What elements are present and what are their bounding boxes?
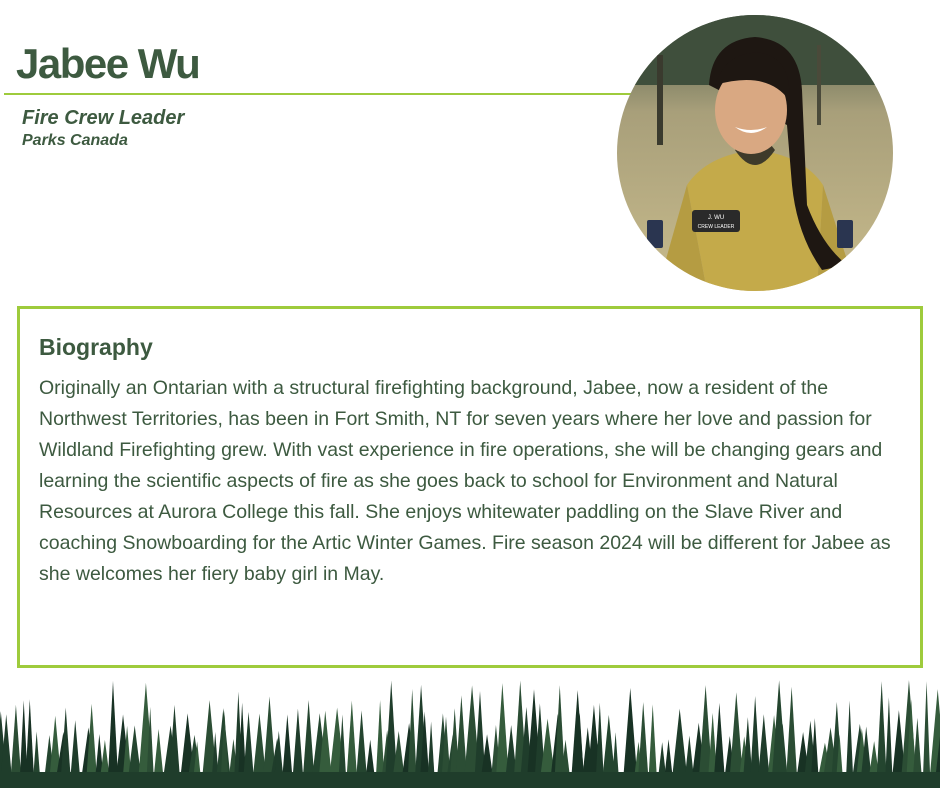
job-title: Fire Crew Leader (22, 107, 185, 129)
portrait-photo (617, 15, 893, 291)
title-divider (4, 93, 634, 95)
biography-text: Originally an Ontarian with a structural firefighting background, Jabee, now a resident of the Northwest Territories, has been in Fort Smith, NT for seven years where her love and passion for Wildland Firefighting grew. With vast experience in fire operations, she will be changing gears and learning the scientific aspects of fire as she goes back to school for Environment and Natural Resources at Aurora College this fall. She enjoys whitewater paddling on the Slave River and coaching Snowboarding for the Artic Winter Games. Fire season 2024 will be different for Jabee as she welcomes her fiery baby girl in May. (39, 377, 891, 585)
forest-ground (0, 772, 940, 788)
badge-name: J. WU (707, 215, 725, 221)
biography-box (17, 306, 923, 668)
organization: Parks Canada (22, 132, 128, 149)
badge-role: CREW LEADER (697, 224, 735, 230)
profile-name: Jabee Wu (16, 40, 200, 87)
tree-silhouette (923, 681, 931, 788)
forest-treeline (0, 672, 940, 788)
biography-heading: Biography (39, 334, 153, 360)
